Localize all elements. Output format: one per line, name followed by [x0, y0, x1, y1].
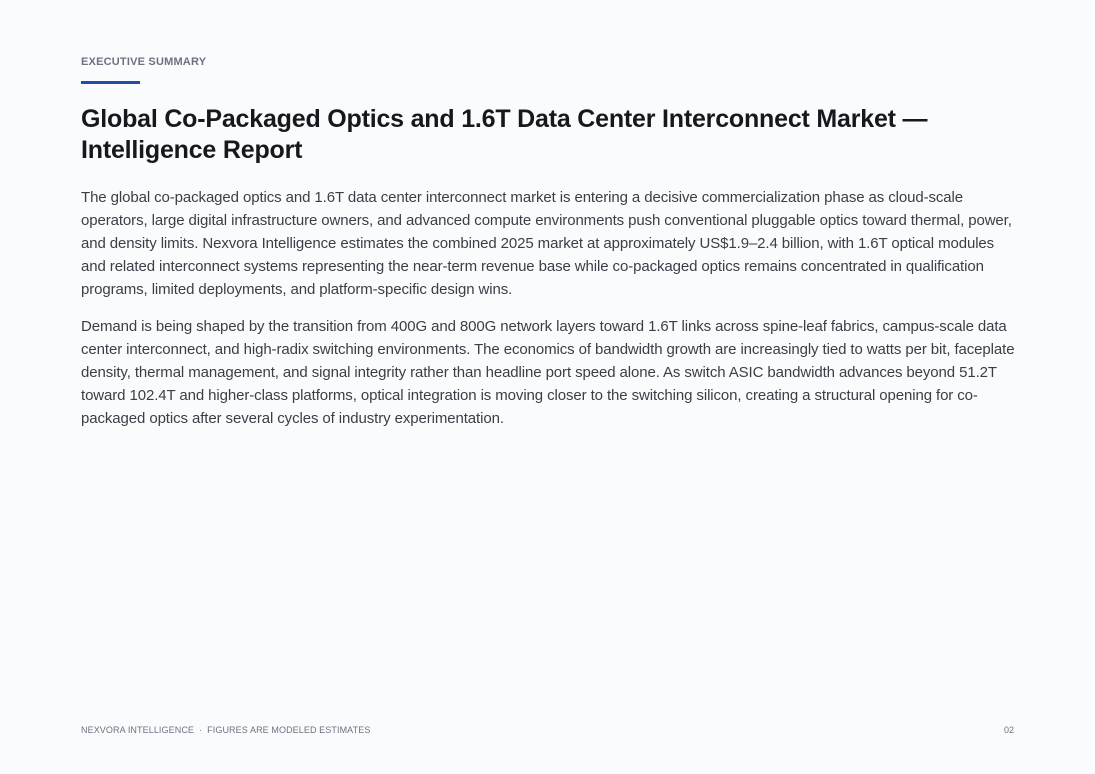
- footer-note: FIGURES ARE MODELED ESTIMATES: [207, 725, 371, 735]
- footer-source: [81, 725, 370, 735]
- summary-paragraph-1: The global co-packaged optics and 1.6T data center interconnect market is entering a decisive commercialization phase as cloud-scale operators, large digital infrastructure owners, and advanced compute environments push conventional pluggable optics toward thermal, power, and density limits. Nexvora Intelligence estimates the combined 2025 market at approximately US$1.9–2.4 billion, with 1.6T optical modules and related interconnect systems representing the near-term revenue base while co-packaged optics remains concentrated in qualification programs, limited deployments, and platform-specific design wins.: [81, 189, 1012, 298]
- page-number: 02: [1003, 725, 1014, 735]
- summary-paragraph-2: Demand is being shaped by the transition from 400G and 800G network layers toward 1.6T links across spine-leaf fabrics, campus-scale data center interconnect, and high-radix switching environments. The economics of bandwidth growth are increasingly tied to watts per bit, faceplate density, thermal management, and signal integrity rather than headline port speed alone. As switch ASIC bandwidth advances beyond 51.2T toward 102.4T and higher-class platforms, optical integration is moving closer to the switching silicon, creating a structural opening for co-packaged optics after several cycles of industry experimentation.: [81, 318, 1015, 427]
- accent-rule: [81, 81, 140, 84]
- page-title: Global Co-Packaged Optics and 1.6T Data Center Interconnect Market — Intelligence Report: [81, 105, 928, 164]
- footer-separator: ·: [199, 725, 203, 735]
- footer-brand: NEXVORA INTELLIGENCE: [81, 725, 195, 735]
- section-eyebrow: EXECUTIVE SUMMARY: [81, 56, 207, 68]
